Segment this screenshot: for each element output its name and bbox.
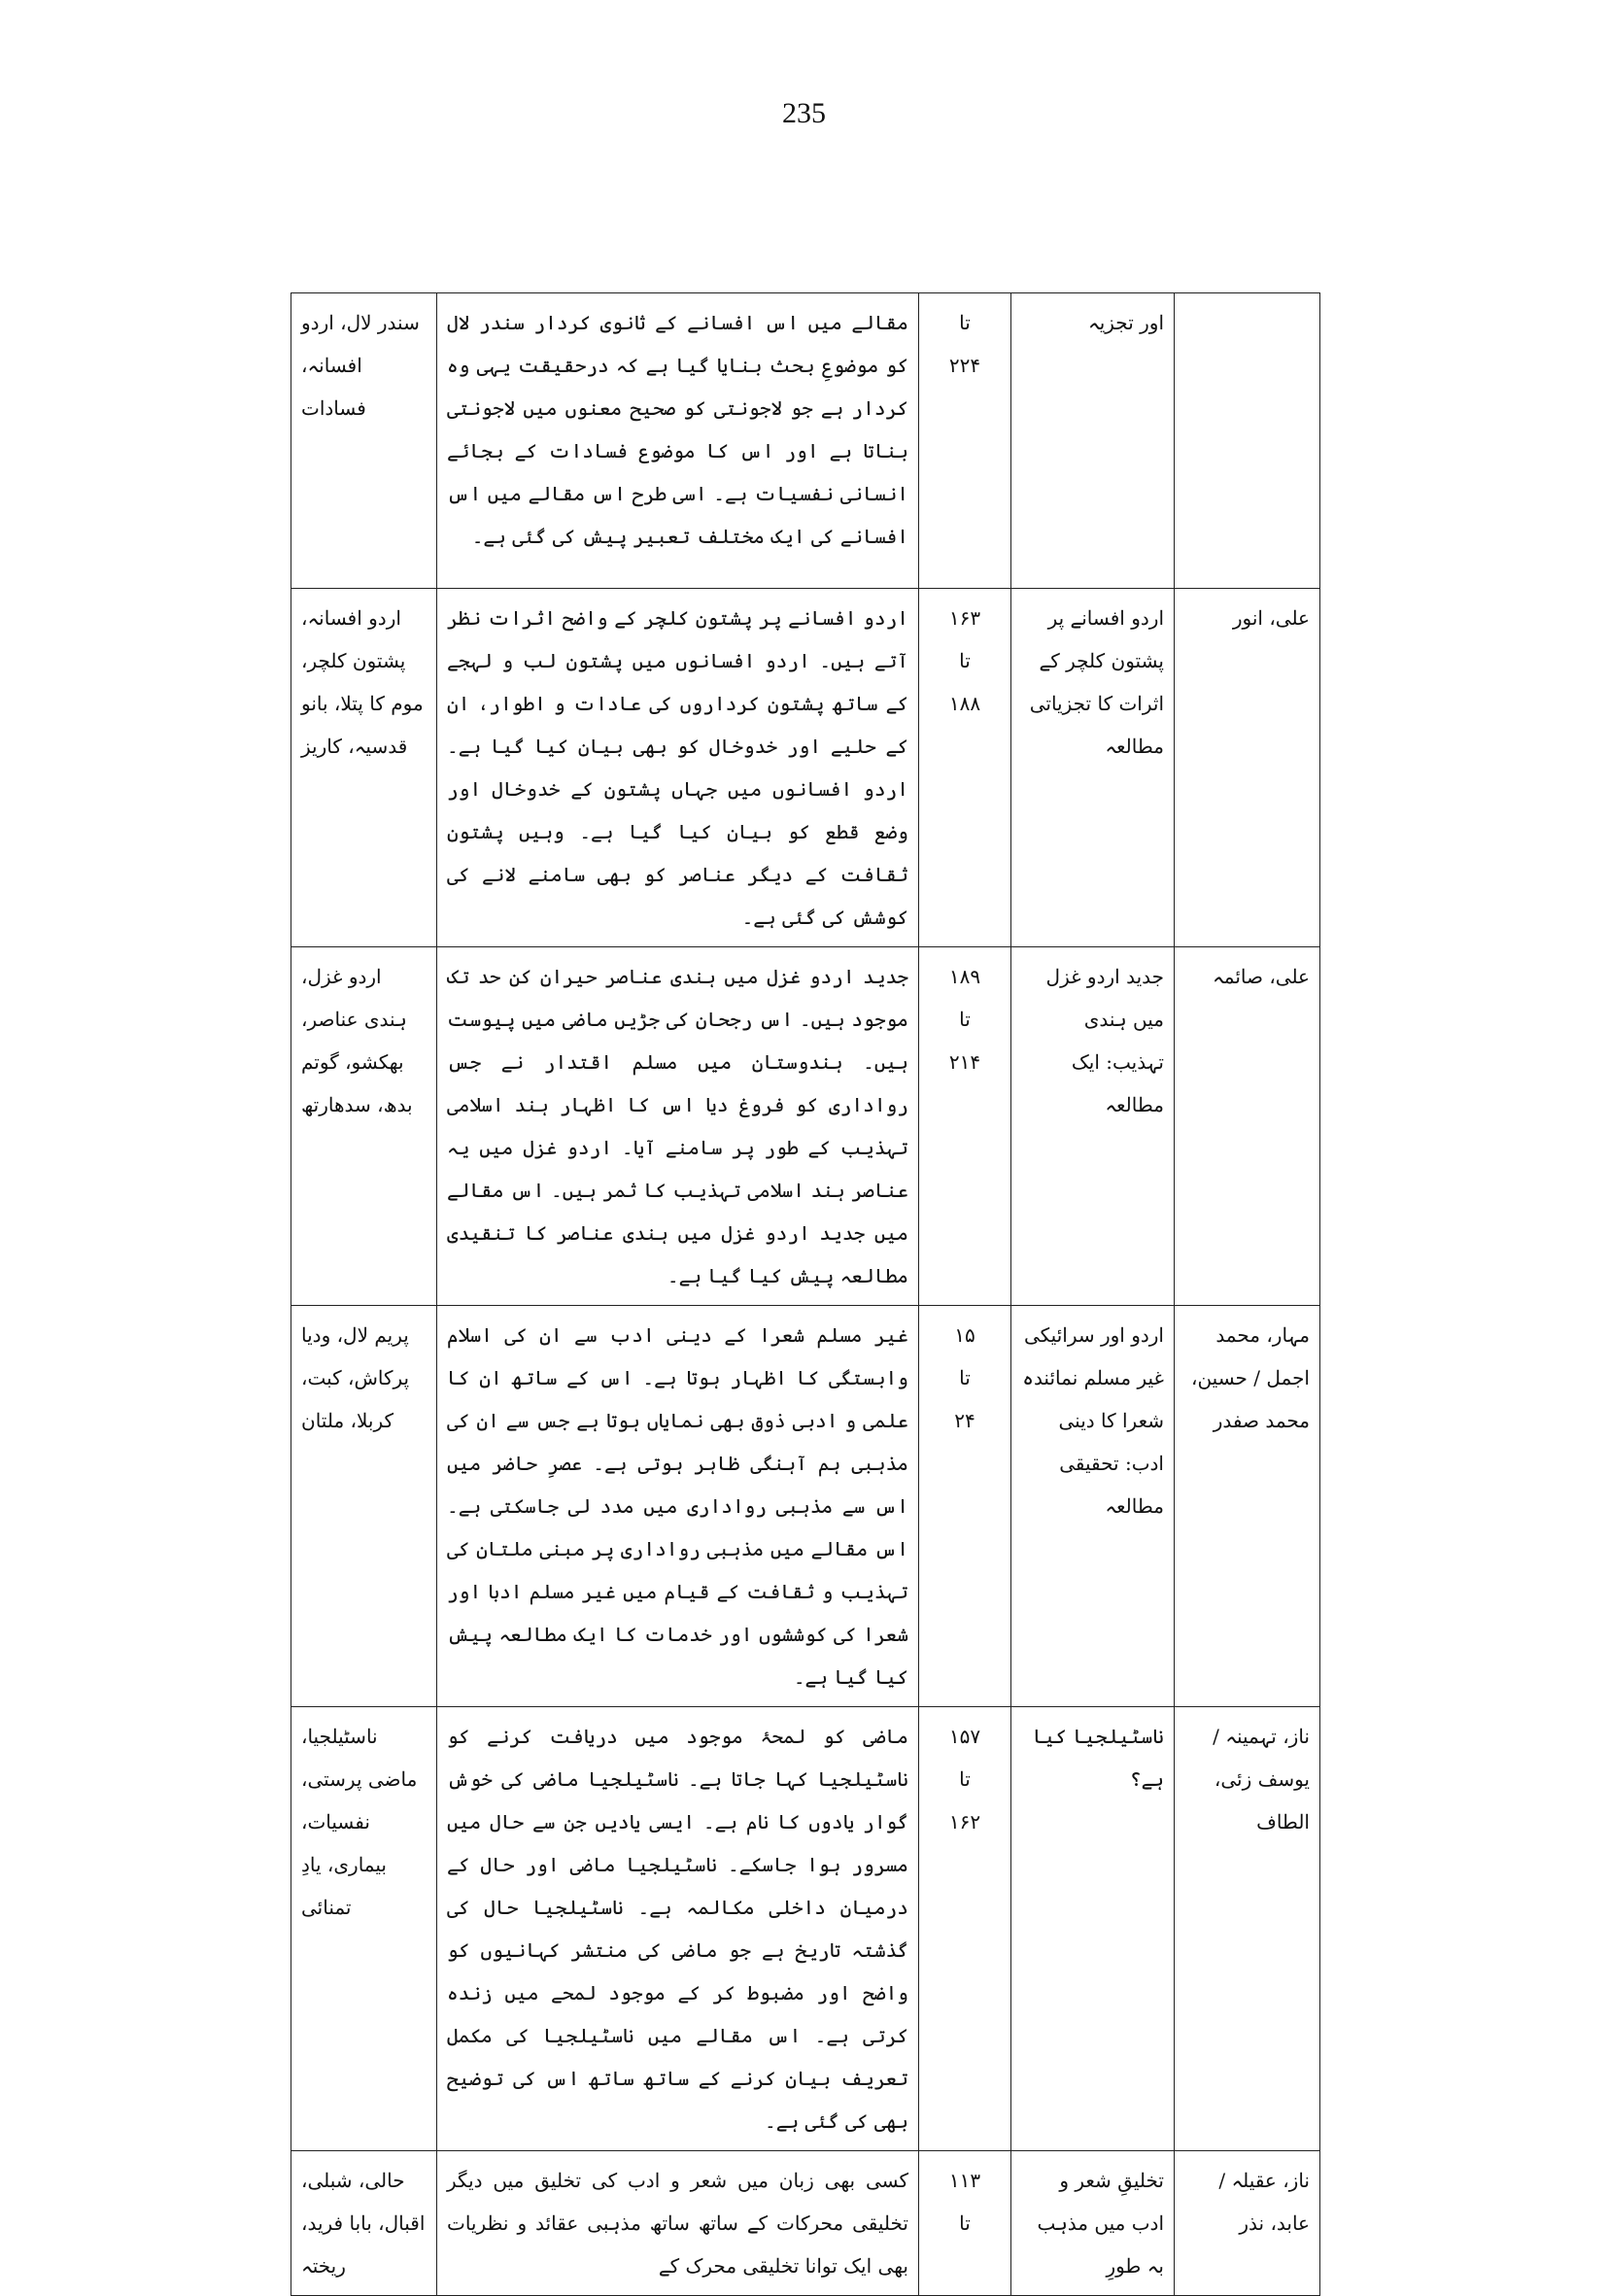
title-cell: اردو اور سرائیکی غیر مسلم نمائندہ شعرا کا دینی ادب: تحقیقی مطالعہ — [1011, 1306, 1175, 1707]
page-range-part: ۱۵ — [954, 1323, 975, 1347]
author-cell: ناز، عقیلہ / عابد، نذر — [1175, 2151, 1320, 2296]
page-range-part: تا — [959, 1008, 971, 1031]
page-range-part: تا — [959, 1767, 971, 1791]
page-range-part: ۲۴ — [954, 1409, 975, 1432]
author-cell: ناز، تہمینہ / یوسف زئی، الطاف — [1175, 1707, 1320, 2151]
abstract-cell: اردو افسانے پر پشتون کلچر کے واضح اثرات نظر آتے ہیں۔ اردو افسانوں میں پشتون لب و لہجے کے ساتھ پشتون کرداروں کی عادات و اطوار، ان کے حلیے اور خدوخال کو بھی بیان کیا گیا ہے۔ اردو افسانوں میں جہاں پشتون کے خدوخال اور وضع قطع کو بیان کیا گیا ہے۔ وہیں پشتون ثقافت کے دیگر عناصر کو بھی سامنے لانے کی کوشش کی گئی ہے۔ — [437, 589, 919, 947]
table-row — [291, 293, 1320, 589]
table-row — [291, 947, 1320, 1306]
pages-cell — [919, 1707, 1011, 2151]
page-range-part: تا — [959, 311, 971, 334]
pages-cell — [919, 293, 1011, 589]
keywords-cell: اردو افسانہ، پشتون کلچر، موم کا پتلا، بانو قدسیہ، کاریز — [291, 589, 437, 947]
page-range-part: تا — [959, 2211, 971, 2235]
title-cell: تخلیقِ شعر و ادب میں مذہب بہ طورِ — [1011, 2151, 1175, 2296]
page-number: 235 — [782, 97, 826, 129]
abstract-cell: کسی بھی زبان میں شعر و ادب کی تخلیق میں دیگر تخلیقی محرکات کے ساتھ ساتھ مذہبی عقائد و نظریات بھی ایک توانا تخلیقی محرک کے — [437, 2151, 919, 2296]
pages-cell — [919, 2151, 1011, 2296]
author-cell — [1175, 293, 1320, 589]
pages-cell — [919, 589, 1011, 947]
title-cell: ناسٹیلجیا کیا ہے؟ — [1011, 1707, 1175, 2151]
table-row — [291, 589, 1320, 947]
page-range-part: ۱۸۹ — [948, 965, 981, 988]
abstract-cell: ماضی کو لمحۂ موجود میں دریافت کرنے کو ناسٹیلجیا کہا جاتا ہے۔ ناسٹیلجیا ماضی کی خوش گوار یادوں کا نام ہے۔ ایسی یادیں جن سے حال میں مسرور ہوا جاسکے۔ ناسٹیلجیا ماضی اور حال کے درمیان داخلی مکالمہ ہے۔ ناسٹیلجیا حال کی گذشتہ تاریخ ہے جو ماضی کی منتشر کہانیوں کو واضح اور مضبوط کر کے موجود لمحے میں زندہ کرتی ہے۔ اس مقالے میں ناسٹیلجیا کی مکمل تعریف بیان کرنے کے ساتھ ساتھ اس کی توضیح بھی کی گئی ہے۔ — [437, 1707, 919, 2151]
keywords-cell: پریم لال، ودیا پرکاش، کبت، کربلا، ملتان — [291, 1306, 437, 1707]
table-row — [291, 1707, 1320, 2151]
bibliography-table — [291, 292, 1320, 2296]
page-range-part: ۱۶۳ — [948, 606, 981, 630]
pages-cell — [919, 1306, 1011, 1707]
page-range-part: ۱۵۷ — [948, 1725, 981, 1748]
title-cell: جدید اردو غزل میں ہندی تہذیب: ایک مطالعہ — [1011, 947, 1175, 1306]
title-cell: اور تجزیہ — [1011, 293, 1175, 589]
keywords-cell: حالی، شبلی، اقبال، بابا فرید، ریختہ — [291, 2151, 437, 2296]
page-range-part: ۱۸۸ — [948, 692, 981, 715]
keywords-cell: سندر لال، اردو افسانہ، فسادات — [291, 293, 437, 589]
keywords-cell: ناسٹیلجیا، ماضی پرستی، نفسیات، بیماری، یادِ تمنائی — [291, 1707, 437, 2151]
author-cell: مہار، محمد اجمل / حسین، محمد صفدر — [1175, 1306, 1320, 1707]
page-range-part: تا — [959, 649, 971, 672]
author-cell: علی، صائمہ — [1175, 947, 1320, 1306]
abstract-cell: غیر مسلم شعرا کے دینی ادب سے ان کی اسلام وابستگی کا اظہار ہوتا ہے۔ اس کے ساتھ ان کا علمی و ادبی ذوق بھی نمایاں ہوتا ہے جس سے ان کی مذہبی ہم آہنگی ظاہر ہوتی ہے۔ عصرِ حاضر میں اس سے مذہبی رواداری میں مدد لی جاسکتی ہے۔ اس مقالے میں مذہبی رواداری پر مبنی ملتان کی تہذیب و ثقافت کے قیام میں غیر مسلم ادبا اور شعرا کی کوششوں اور خدمات کا ایک مطالعہ پیش کیا گیا ہے۔ — [437, 1306, 919, 1707]
page-range-part: ۱۶۲ — [948, 1810, 981, 1833]
pages-cell — [919, 947, 1011, 1306]
table-row — [291, 2151, 1320, 2296]
abstract-cell: مقالے میں اس افسانے کے ثانوی کردار سندر لال کو موضوعِ بحث بنایا گیا ہے کہ درحقیقت یہی وہ کردار ہے جو لاجونتی کو صحیح معنوں میں لاجونتی بناتا ہے اور اس کا موضوع فسادات کے بجائے انسانی نفسیات ہے۔ اسی طرح اس مقالے میں اس افسانے کی ایک مختلف تعبیر پیش کی گئی ہے۔ — [437, 293, 919, 589]
page-range-part: ۱۱۳ — [948, 2169, 981, 2192]
keywords-cell: اردو غزل، ہندی عناصر، بھکشو، گوتم بدھ، سدھارتھ — [291, 947, 437, 1306]
page-range-part: ۲۱۴ — [948, 1050, 981, 1074]
table-row — [291, 1306, 1320, 1707]
page-range-part: ۲۲۴ — [948, 354, 981, 377]
title-cell: اردو افسانے پر پشتون کلچر کے اثرات کا تجزیاتی مطالعہ — [1011, 589, 1175, 947]
page-range-part: تا — [959, 1366, 971, 1389]
abstract-cell: جدید اردو غزل میں ہندی عناصر حیران کن حد تک موجود ہیں۔ اس رجحان کی جڑیں ماضی میں پیوست ہیں۔ ہندوستان میں مسلم اقتدار نے جس رواداری کو فروغ دیا اس کا اظہار ہند اسلامی تہذیب کے طور پر سامنے آیا۔ اردو غزل میں یہ عناصر ہند اسلامی تہذیب کا ثمر ہیں۔ اس مقالے میں جدید اردو غزل میں ہندی عناصر کا تنقیدی مطالعہ پیش کیا گیا ہے۔ — [437, 947, 919, 1306]
author-cell: علی، انور — [1175, 589, 1320, 947]
